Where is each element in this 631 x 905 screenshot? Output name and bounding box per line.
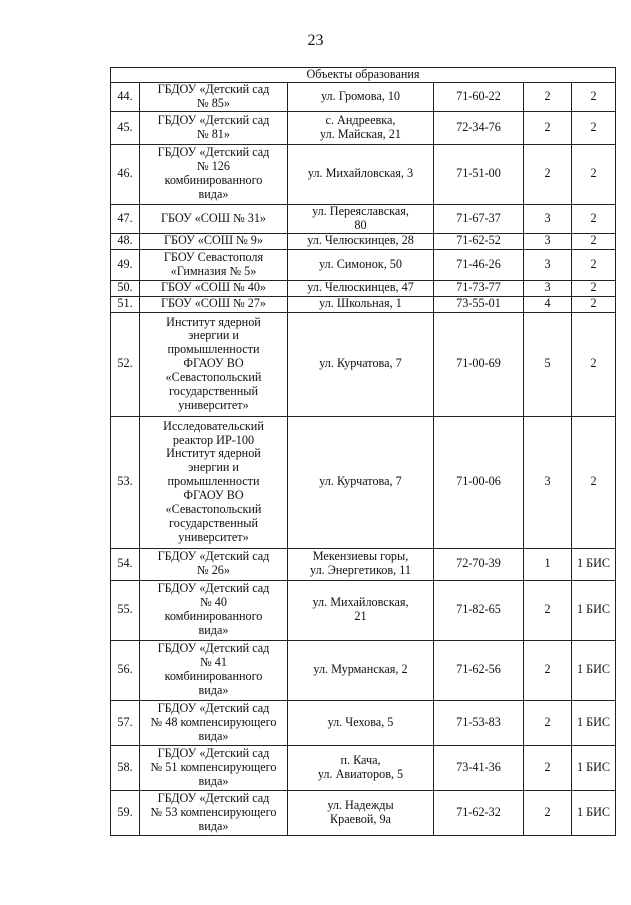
address: ул. Курчатова, 7 [288, 312, 434, 416]
phone-number: 71-53-83 [434, 700, 524, 745]
value-column-5: 2 [524, 82, 572, 111]
row-number: 45. [111, 111, 140, 144]
phone-number: 72-34-76 [434, 111, 524, 144]
row-number: 47. [111, 204, 140, 233]
table-row [111, 249, 616, 280]
value-column-5: 2 [524, 580, 572, 640]
value-column-5: 2 [524, 111, 572, 144]
table-row [111, 144, 616, 204]
row-number: 44. [111, 82, 140, 111]
value-column-6: 1 БИС [572, 640, 616, 700]
table-row [111, 580, 616, 640]
row-number: 51. [111, 296, 140, 312]
table-row [111, 312, 616, 416]
value-column-5: 3 [524, 249, 572, 280]
address: ул. Громова, 10 [288, 82, 434, 111]
row-number: 49. [111, 249, 140, 280]
row-number: 53. [111, 416, 140, 548]
value-column-6: 2 [572, 144, 616, 204]
value-column-5: 3 [524, 416, 572, 548]
phone-number: 71-00-06 [434, 416, 524, 548]
value-column-5: 3 [524, 204, 572, 233]
value-column-5: 5 [524, 312, 572, 416]
organization-name: ГБОУ «СОШ № 40» [140, 280, 288, 296]
phone-number: 71-62-56 [434, 640, 524, 700]
table-row [111, 416, 616, 548]
section-title: Объекты образования [111, 68, 616, 83]
phone-number: 71-62-52 [434, 233, 524, 249]
organization-name: ГБОУ «СОШ № 27» [140, 296, 288, 312]
address: ул. Школьная, 1 [288, 296, 434, 312]
address: п. Кача, ул. Авиаторов, 5 [288, 745, 434, 790]
phone-number: 73-55-01 [434, 296, 524, 312]
phone-number: 71-62-32 [434, 790, 524, 835]
value-column-5: 2 [524, 700, 572, 745]
organization-name: ГБДОУ «Детский сад № 81» [140, 111, 288, 144]
address: ул. Курчатова, 7 [288, 416, 434, 548]
organization-name: ГБДОУ «Детский сад № 26» [140, 548, 288, 580]
value-column-6: 2 [572, 280, 616, 296]
row-number: 54. [111, 548, 140, 580]
row-number: 56. [111, 640, 140, 700]
value-column-6: 1 БИС [572, 700, 616, 745]
row-number: 57. [111, 700, 140, 745]
phone-number: 71-51-00 [434, 144, 524, 204]
phone-number: 71-82-65 [434, 580, 524, 640]
address: ул. Михайловская, 3 [288, 144, 434, 204]
page-number: 23 [307, 32, 324, 49]
address: ул. Переяславская, 80 [288, 204, 434, 233]
organization-name: Исследовательский реактор ИР-100 Институт ядерной энергии и промышленности ФГАОУ ВО «Севастопольский государственный университет» [140, 416, 288, 548]
value-column-5: 2 [524, 790, 572, 835]
value-column-6: 2 [572, 296, 616, 312]
value-column-6: 1 БИС [572, 580, 616, 640]
education-objects-table [110, 67, 616, 836]
value-column-6: 1 БИС [572, 745, 616, 790]
value-column-6: 2 [572, 82, 616, 111]
table-row [111, 82, 616, 111]
row-number: 55. [111, 580, 140, 640]
row-number: 59. [111, 790, 140, 835]
address: ул. Чехова, 5 [288, 700, 434, 745]
value-column-6: 2 [572, 111, 616, 144]
table-row [111, 233, 616, 249]
table-row [111, 790, 616, 835]
table-row [111, 640, 616, 700]
organization-name: ГБДОУ «Детский сад № 41 комбинированного вида» [140, 640, 288, 700]
organization-name: ГБОУ «СОШ № 9» [140, 233, 288, 249]
organization-name: ГБДОУ «Детский сад № 48 компенсирующего вида» [140, 700, 288, 745]
address: ул. Надежды Краевой, 9а [288, 790, 434, 835]
address: с. Андреевка, ул. Майская, 21 [288, 111, 434, 144]
value-column-5: 3 [524, 280, 572, 296]
organization-name: ГБОУ «СОШ № 31» [140, 204, 288, 233]
phone-number: 73-41-36 [434, 745, 524, 790]
address: ул. Челюскинцев, 47 [288, 280, 434, 296]
organization-name: ГБДОУ «Детский сад № 85» [140, 82, 288, 111]
address: ул. Мурманская, 2 [288, 640, 434, 700]
phone-number: 71-46-26 [434, 249, 524, 280]
table-row [111, 548, 616, 580]
phone-number: 72-70-39 [434, 548, 524, 580]
value-column-6: 2 [572, 249, 616, 280]
value-column-5: 2 [524, 745, 572, 790]
table-row [111, 745, 616, 790]
phone-number: 71-00-69 [434, 312, 524, 416]
table-row [111, 280, 616, 296]
address: ул. Михайловская, 21 [288, 580, 434, 640]
phone-number: 71-60-22 [434, 82, 524, 111]
table-row [111, 111, 616, 144]
section-header-row [111, 68, 616, 83]
value-column-5: 2 [524, 640, 572, 700]
organization-name: ГБДОУ «Детский сад № 53 компенсирующего вида» [140, 790, 288, 835]
phone-number: 71-73-77 [434, 280, 524, 296]
row-number: 50. [111, 280, 140, 296]
value-column-6: 2 [572, 204, 616, 233]
organization-name: ГБДОУ «Детский сад № 40 комбинированного вида» [140, 580, 288, 640]
organization-name: ГБДОУ «Детский сад № 51 компенсирующего вида» [140, 745, 288, 790]
value-column-6: 1 БИС [572, 790, 616, 835]
table-row [111, 296, 616, 312]
row-number: 58. [111, 745, 140, 790]
organization-name: Институт ядерной энергии и промышленности ФГАОУ ВО «Севастопольский государственный университет» [140, 312, 288, 416]
address: Мекензиевы горы, ул. Энергетиков, 11 [288, 548, 434, 580]
organization-name: ГБДОУ «Детский сад № 126 комбинированного вида» [140, 144, 288, 204]
phone-number: 71-67-37 [434, 204, 524, 233]
address: ул. Челюскинцев, 28 [288, 233, 434, 249]
value-column-6: 1 БИС [572, 548, 616, 580]
row-number: 46. [111, 144, 140, 204]
organization-name: ГБОУ Севастополя «Гимназия № 5» [140, 249, 288, 280]
row-number: 48. [111, 233, 140, 249]
value-column-6: 2 [572, 416, 616, 548]
value-column-6: 2 [572, 233, 616, 249]
table-row [111, 204, 616, 233]
value-column-5: 2 [524, 144, 572, 204]
value-column-6: 2 [572, 312, 616, 416]
row-number: 52. [111, 312, 140, 416]
value-column-5: 4 [524, 296, 572, 312]
value-column-5: 1 [524, 548, 572, 580]
address: ул. Симонок, 50 [288, 249, 434, 280]
table-row [111, 700, 616, 745]
value-column-5: 3 [524, 233, 572, 249]
